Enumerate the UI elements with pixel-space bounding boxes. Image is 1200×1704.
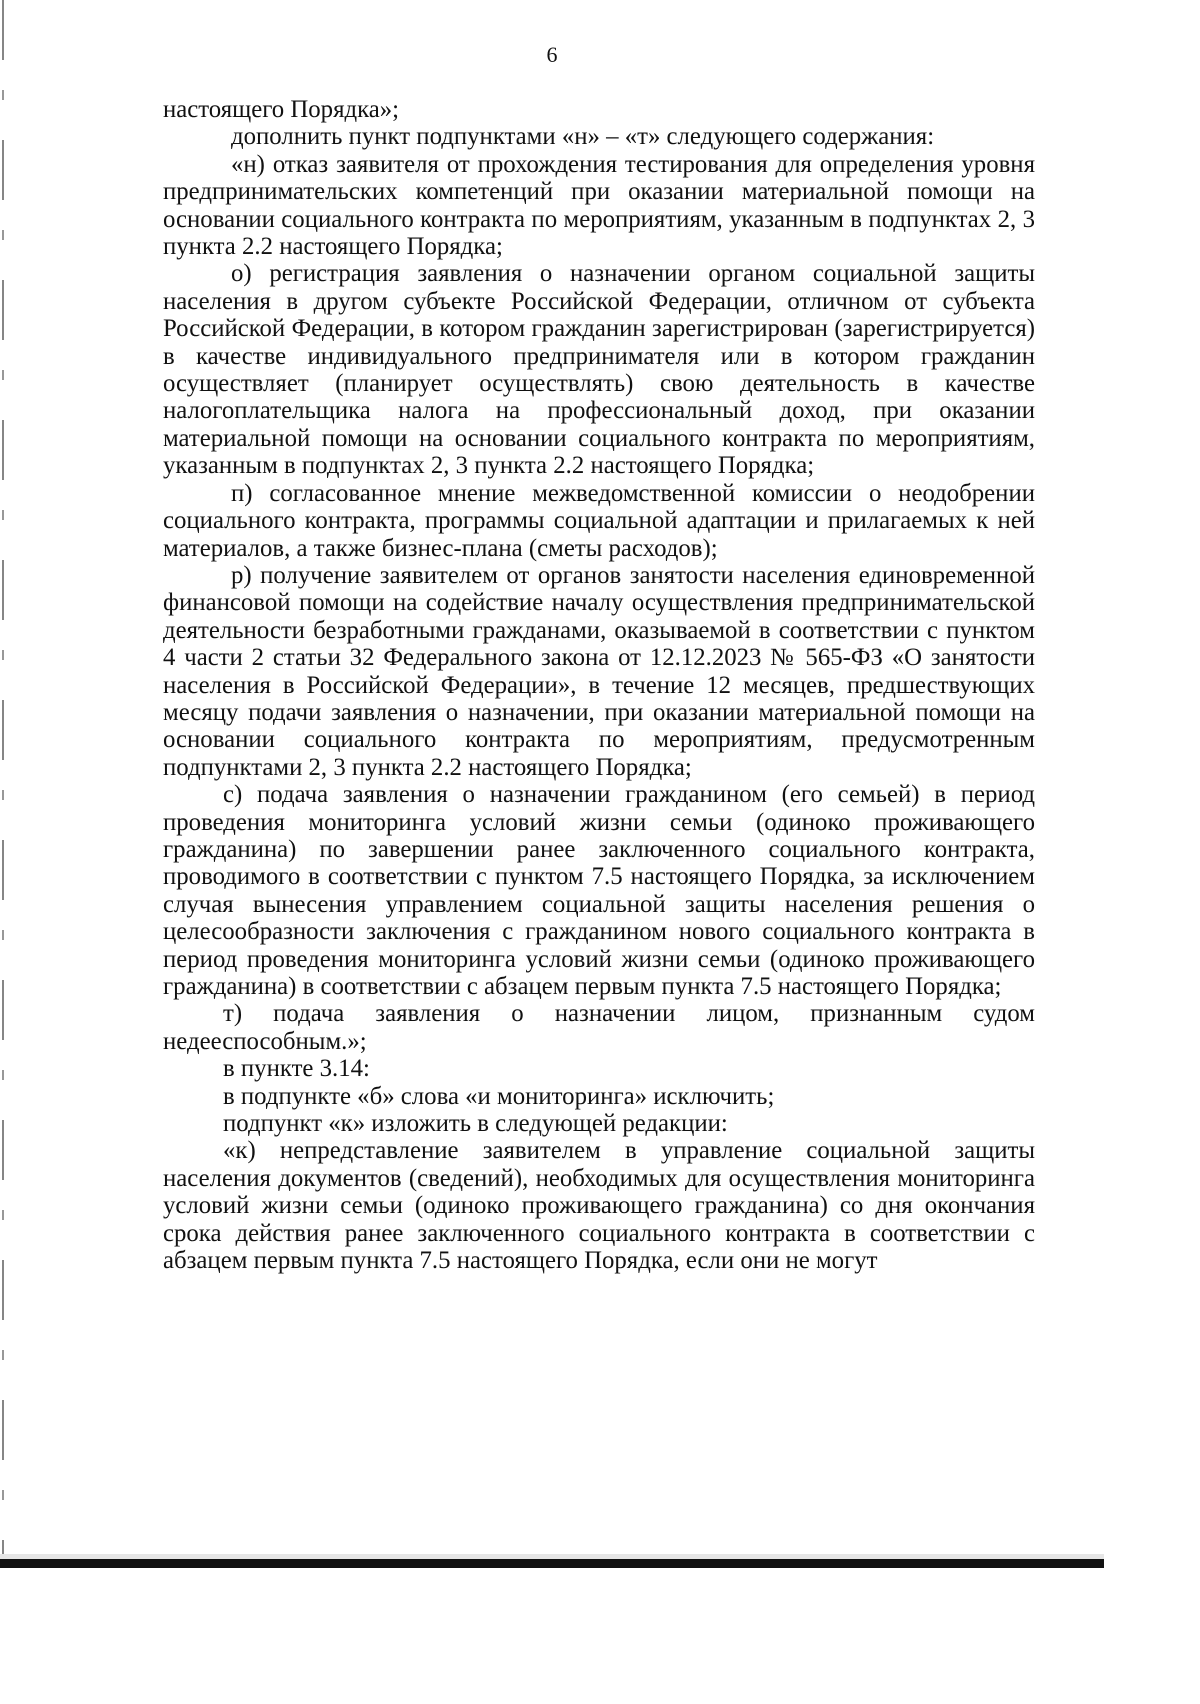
document-body [163, 96, 1035, 1274]
paragraph-item-r: р) получение заявителем от органов занятости населения единовременной финансовой помощи на содействие началу осуществления предпринимательской деятельности безработными гражданами, оказываемой в соответствии с пунктом 4 части 2 статьи 32 Федерального закона от 12.12.2023 № 565-ФЗ «О занятости населения в Российской Федерации», в течение 12 месяцев, предшествующих месяцу подачи заявления о назначении, при оказании материальной помощи на основании социального контракта по мероприятиям, предусмотренным подпунктами 2, 3 пункта 2.2 настоящего Порядка; [163, 561, 1035, 781]
paragraph-continuation: настоящего Порядка»; [163, 96, 400, 123]
paragraph-item-s: с) подача заявления о назначении гражданином (его семьей) в период проведения мониторинга условий жизни семьи (одиноко проживающего гражданина) по завершении ранее заключенного социального контракта, проводимого в соответствии с пунктом 7.5 настоящего Порядка, за исключением случая вынесения управлением социальной защиты населения решения о целесообразности заключения с гражданином нового социального контракта в период проведения мониторинга условий жизни семьи (одиноко проживающего гражданина) в соответствии с абзацем первым пункта 7.5 настоящего Порядка; [163, 781, 1035, 1000]
paragraph-amendment-intro: дополнить пункт подпунктами «н» – «т» следующего содержания: [231, 123, 935, 151]
paragraph-item-k: «к) непредставление заявителем в управление социальной защиты населения документов (сведений), необходимых для осуществления мониторинга условий жизни семьи (одиноко проживающего гражданина) со дня окончания срока действия ранее заключенного социального контракта в соответствии с абзацем первым пункта 7.5 настоящего Порядка, если они не могут [163, 1137, 1035, 1275]
paragraph-subpoint-k-intro: подпункт «к» изложить в следующей редакции: [223, 1110, 728, 1138]
paragraph-subpoint-b: в подпункте «б» слова «и мониторинга» исключить; [223, 1082, 775, 1110]
paragraph-point-3-14: в пункте 3.14: [223, 1055, 370, 1083]
paragraph-item-p: п) согласованное мнение межведомственной комиссии о неодобрении социального контракта, программы социальной адаптации и прилагаемых к ней материалов, а также бизнес-плана (сметы расходов); [163, 479, 1035, 562]
paragraph-item-n: «н) отказ заявителя от прохождения тестирования для определения уровня предпринимательских компетенций при оказании материальной помощи на основании социального контракта по мероприятиям, указанным в подпунктах 2, 3 пункта 2.2 настоящего Порядка; [163, 150, 1035, 261]
paragraph-item-t: т) подача заявления о назначении лицом, признанным судом недееспособным.»; [163, 1000, 1035, 1055]
scan-bottom-edge [0, 1554, 1104, 1568]
paragraph-item-o: о) регистрация заявления о назначении органом социальной защиты населения в другом субъекте Российской Федерации, отличном от субъекта Российской Федерации, в котором гражданин зарегистрирован (зарегистрируется) в качестве индивидуального предпринимателя или в котором гражданин осуществляет (планирует осуществлять) свою деятельность в качестве налогоплательщика налога на профессиональный доход, при оказании материальной помощи на основании социального контракта по мероприятиям, указанным в подпунктах 2, 3 пункта 2.2 настоящего Порядка; [163, 260, 1035, 480]
scan-edge-marks [2, 0, 4, 1568]
page-number: 6 [546, 42, 558, 67]
